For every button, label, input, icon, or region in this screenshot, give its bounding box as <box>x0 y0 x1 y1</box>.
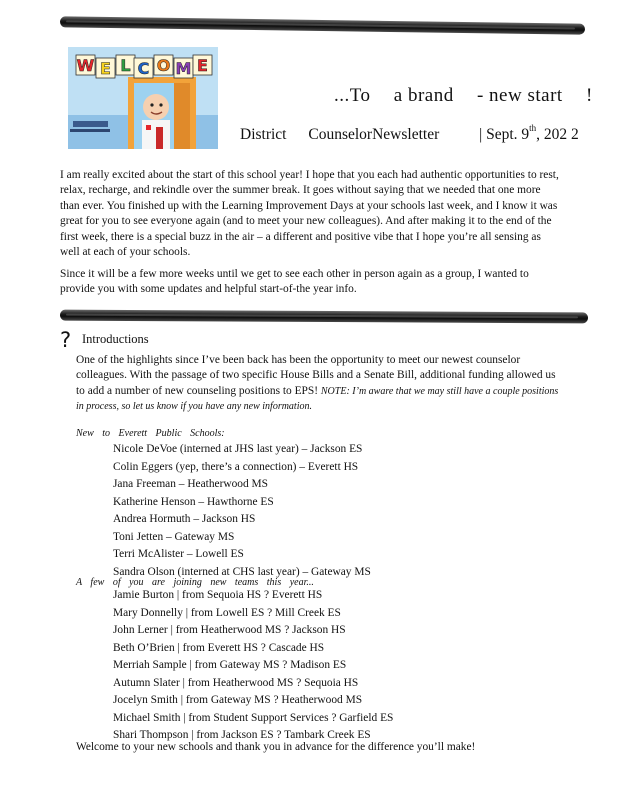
date-prefix: | Sept. 9 <box>479 126 530 143</box>
list-item-text: Jocelyn Smith | from Gateway MS ? Heatherwood MS <box>113 694 363 706</box>
list-item <box>94 622 393 640</box>
list-item <box>94 459 371 477</box>
title-part-2: a brand <box>393 85 454 106</box>
list-item <box>94 657 393 675</box>
introductions-body <box>76 353 566 415</box>
date-suffix: th <box>529 123 537 133</box>
welcome-letter: M <box>175 59 192 78</box>
list-item <box>94 476 371 494</box>
closing-line: Welcome to your new schools and thank you in advance for the difference you’ll make! <box>76 741 476 753</box>
welcome-letter: L <box>120 56 131 75</box>
list-item <box>94 494 371 512</box>
list-item <box>94 692 393 710</box>
introductions-note: NOTE: I’m aware that we may still have a couple positions in process, so let us know if you have any new information. <box>76 385 559 413</box>
list-item <box>94 529 371 547</box>
brush-divider-top <box>60 16 585 34</box>
welcome-letter: E <box>100 59 111 78</box>
list-item-text: Autumn Slater | from Heatherwood MS ? Sequoia HS <box>113 676 359 689</box>
list-item-text: Mary Donnelly | from Lowell ES ? Mill Creek ES <box>113 606 341 619</box>
section-title-introductions: Introductions <box>82 332 149 346</box>
list-item-text: Colin Eggers (yep, there’s a connection) – Everett HS <box>113 460 359 473</box>
list-item <box>94 605 393 623</box>
list-item-text: Terri McAlister – Lowell ES <box>113 548 244 560</box>
list-item <box>94 587 393 605</box>
list-item-text: John Lerner | from Heatherwood MS ? Jackson HS <box>113 624 346 636</box>
list-item <box>94 511 371 529</box>
newsletter-label: CounselorNewsletter <box>308 126 440 143</box>
new-teams-heading: A few of you are joining new teams this year... <box>76 577 314 588</box>
list-item-text: Merriah Sample | from Gateway MS ? Madison ES <box>113 659 347 671</box>
title-part-3: - new start <box>476 85 563 106</box>
date-year: , 202 2 <box>536 126 579 143</box>
intro-paragraph-1: I am really excited about the start of this school year! I hope that you each had authentic opportunities to rest, relax, recharge, and rekindle over the summer break. It goes without saying that we needed that one more than ever. You finished up with the Learning Improvement Days at your schools last week, and I know it was great for you to see everyone again (and to meet your new colleagues). And after making it to the end of the first week, there is a special buzz in the air – a different and positive vibe that I hope you’re all sensing as well at each of your schools. <box>60 169 559 259</box>
list-item-text: Shari Thompson | from Jackson ES ? Tambark Creek ES <box>113 729 371 741</box>
new-teams-list <box>94 587 393 745</box>
list-item-text: Beth O’Brien | from Everett HS ? Cascade HS <box>113 641 325 654</box>
welcome-letter: E <box>197 56 208 75</box>
welcome-letter: C <box>137 59 150 78</box>
new-staff-heading: New to Everett Public Schools: <box>76 428 225 439</box>
list-item-text: Michael Smith | from Student Support Services ? Garfield ES <box>113 711 394 724</box>
list-item-text: Jamie Burton | from Sequoia HS ? Everett HS <box>113 589 323 601</box>
list-item-text: Katherine Henson – Hawthorne ES <box>113 495 274 508</box>
list-item-text: Andrea Hormuth – Jackson HS <box>113 513 256 525</box>
title-part-1: ...To <box>334 85 371 106</box>
welcome-letter: O <box>156 56 171 75</box>
welcome-clipart <box>68 47 218 149</box>
list-item-text: Nicole DeVoe (interned at JHS last year) – Jackson ES <box>113 443 363 455</box>
question-mark-icon: ? <box>60 328 72 352</box>
newsletter-title <box>334 85 611 107</box>
list-item-text: Sandra Olson (interned at CHS last year) – Gateway MS <box>113 565 371 578</box>
list-item-text: Toni Jetten – Gateway MS <box>113 530 235 543</box>
introductions-body-text: One of the highlights since I’ve been back has been the opportunity to meet our newest counselor colleagues. With the passage of two specific House Bills and a Senate Bill, additional funding allowed us to add a number of new counseling positions to EPS! <box>76 354 556 397</box>
brush-divider-middle <box>60 310 588 324</box>
new-staff-list <box>94 441 371 581</box>
title-part-4: ! <box>585 85 593 106</box>
newsletter-subline <box>240 123 579 144</box>
list-item-text: Jana Freeman – Heatherwood MS <box>113 478 268 490</box>
list-item <box>94 710 393 728</box>
list-item <box>94 675 393 693</box>
intro-paragraph-2: Since it will be a few more weeks until we get to see each other in person again as a group, I wanted to provide you with some updates and helpful start-of-the year info. <box>60 268 529 296</box>
list-item <box>94 441 371 459</box>
list-item <box>94 546 371 564</box>
welcome-letter: W <box>76 56 95 75</box>
list-item <box>94 640 393 658</box>
district-label: District <box>240 126 287 143</box>
